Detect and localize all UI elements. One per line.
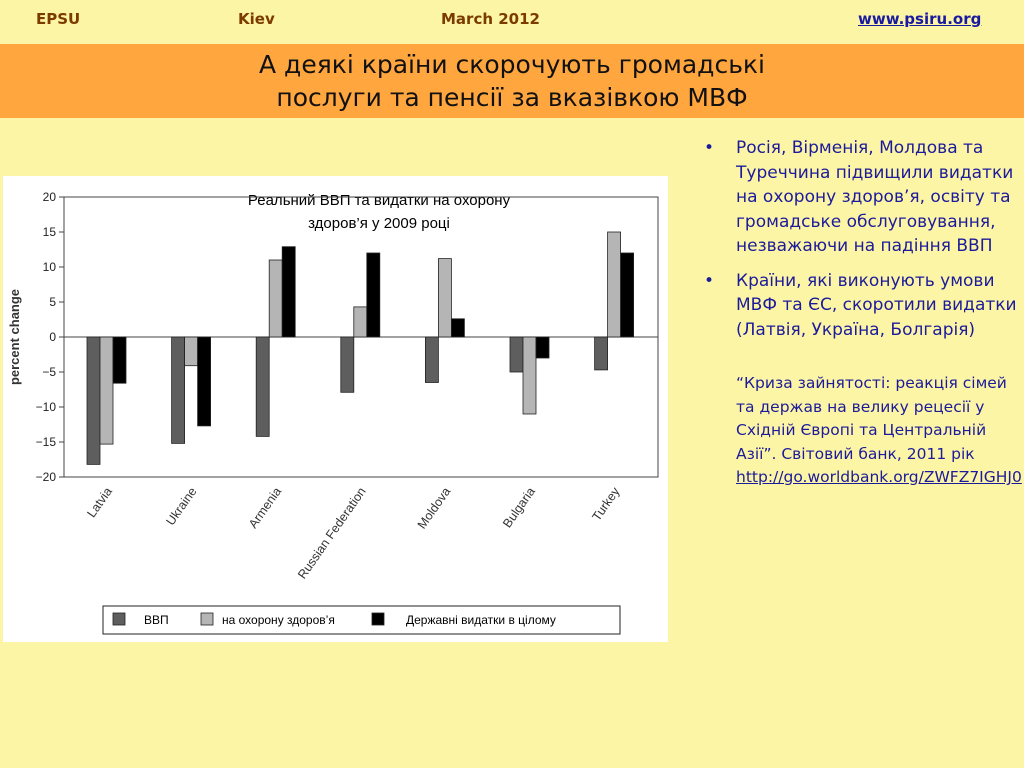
slide-title-band [0, 44, 1024, 118]
bar-gdp [510, 337, 523, 372]
bar-gdp [595, 337, 608, 370]
bar-health [438, 259, 451, 337]
x-category-label: Ukraine [163, 484, 200, 529]
x-category-label: Moldova [414, 484, 454, 532]
y-tick-label: −15 [35, 435, 56, 449]
y-tick-label: 15 [42, 225, 56, 239]
bar-health [269, 260, 282, 337]
bullet-text: Країни, які виконують умови МВФ та ЄС, скоротили видатки (Латвія, Україна, Болгарія) [736, 270, 1017, 340]
bar-health [523, 337, 536, 414]
bullet-item [700, 269, 1018, 343]
bar-chart [3, 176, 668, 642]
legend-label: Державні видатки в цілому [406, 613, 556, 627]
bar-gdp [87, 337, 100, 464]
x-category-label: Armenia [245, 484, 285, 531]
bullet-symbol: • [704, 270, 715, 291]
y-tick-label: −5 [42, 365, 56, 379]
y-axis-label: percent change [7, 288, 22, 386]
x-category-label: Turkey [589, 484, 623, 524]
bar-gdp [341, 337, 354, 392]
x-category-label: Russian Federation [295, 484, 369, 582]
legend-swatch [372, 613, 384, 625]
y-tick-label: 20 [42, 190, 56, 204]
bullet-list [700, 136, 1022, 490]
bar-health [185, 337, 198, 366]
bullet-item [700, 136, 1018, 259]
bar-gdp [256, 337, 269, 436]
bar-total [282, 247, 295, 337]
header-org: EPSU [36, 10, 81, 28]
bar-total [113, 337, 126, 383]
bar-health [100, 337, 113, 444]
header-bar [0, 0, 1024, 40]
citation-link[interactable]: http://go.worldbank.org/ZWFZ7IGHJ0 [736, 468, 1022, 486]
citation-text: “Криза зайнятості: реакція сімей та держав на велику рецесії у Східній Європі та Центральній Азії”. Світовий банк, 2011 рік [736, 374, 1007, 463]
bar-gdp [172, 337, 185, 443]
source-citation [700, 372, 1022, 490]
bar-health [354, 307, 367, 337]
bar-health [608, 232, 621, 337]
bar-total [536, 337, 549, 358]
y-tick-label: 10 [42, 260, 56, 274]
legend-label: на охорону здоров’я [222, 613, 335, 627]
y-tick-label: −20 [35, 470, 56, 484]
legend-swatch [113, 613, 125, 625]
header-date: March 2012 [441, 10, 540, 28]
bullet-text: Росія, Вірменія, Молдова та Туреччина підвищили видатки на охорону здоров’я, освіту та громадське обслуговування, незважаючи на падіння ВВП [736, 138, 1014, 256]
bar-gdp [425, 337, 438, 383]
header-city: Kiev [238, 10, 275, 28]
y-tick-label: 0 [49, 330, 56, 344]
bar-total [198, 337, 211, 426]
slide-title-line1: А деякі країни скорочують громадські [259, 50, 765, 79]
bar-total [621, 253, 634, 337]
chart-title-line2: здоров’я у 2009 році [308, 215, 450, 232]
y-tick-label: −10 [35, 400, 56, 414]
bar-total [367, 253, 380, 337]
x-category-label: Latvia [84, 484, 115, 521]
slide-title-line2: послуги та пенсії за вказівкою МВФ [276, 83, 748, 112]
y-tick-label: 5 [49, 295, 56, 309]
bar-total [451, 319, 464, 337]
legend-label: ВВП [144, 613, 169, 627]
x-category-label: Bulgaria [500, 484, 538, 531]
header-website-link[interactable]: www.psiru.org [858, 10, 982, 28]
bullet-symbol: • [704, 138, 715, 158]
legend-swatch [201, 613, 213, 625]
chart-title-line1: Реальний ВВП та видатки на охорону [247, 192, 511, 209]
chart-panel [3, 176, 668, 642]
